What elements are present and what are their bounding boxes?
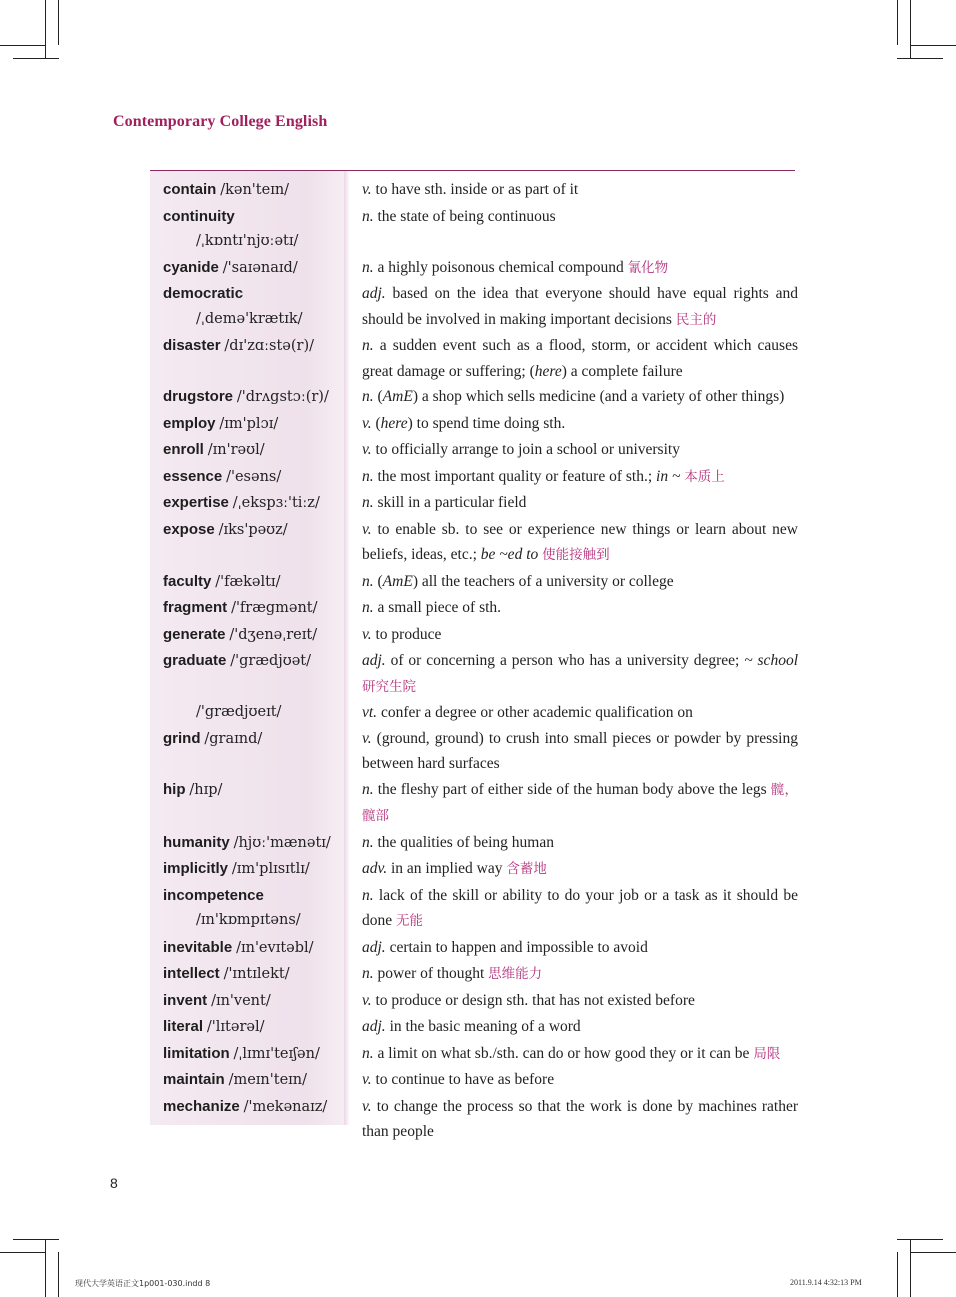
entry-definition (362, 595, 798, 621)
entry-definition (362, 569, 798, 595)
definition-text: to have sth. inside or as part of it (371, 181, 579, 198)
entry-headword-cell (163, 777, 362, 804)
pronunciation: /'grædjʊeɪt/ (196, 704, 282, 720)
part-of-speech: v. (362, 991, 372, 1009)
entry-headword-cell (163, 333, 362, 360)
definition-text: based on the idea that everyone should have equal rights and should be involved in making important decisions (362, 285, 798, 328)
definition-text: power of thought (373, 965, 489, 982)
entry-definition (362, 490, 798, 516)
definition-text: confer a degree or other academic qualification on (377, 704, 693, 721)
glossary-entry (163, 726, 803, 777)
print-slug-timestamp: 2011.9.14 4:32:13 PM (790, 1278, 862, 1287)
headword: contain (163, 181, 217, 198)
crop-mark (897, 1252, 898, 1297)
entry-definition (362, 648, 798, 700)
headword: intellect (163, 965, 220, 982)
glossary-entry (163, 517, 803, 569)
headword: employ (163, 414, 216, 432)
definition-text-continued: ) a complete failure (561, 362, 683, 380)
entry-headword-cell (163, 935, 362, 962)
entry-headword-cell (163, 177, 362, 204)
definition-text: certain to happen and impossible to avoid (385, 938, 648, 956)
crop-mark (13, 58, 59, 59)
headword: essence (163, 467, 223, 485)
pronunciation: /'drʌgstɔː(r)/ (236, 389, 329, 405)
part-of-speech: n. (362, 388, 374, 405)
crop-mark (910, 1252, 956, 1253)
glossary-entry (163, 595, 803, 622)
part-of-speech: v. (362, 1097, 372, 1115)
entry-headword-cell (163, 204, 362, 255)
part-of-speech: n. (362, 1044, 374, 1062)
entry-headword-cell (163, 1067, 362, 1094)
headword: expertise (163, 494, 229, 511)
entry-definition (362, 1094, 798, 1145)
glossary-entry (163, 437, 803, 464)
chinese-gloss: 髋，髋部 (362, 781, 799, 824)
glossary-list (163, 177, 803, 1145)
entry-headword-cell (163, 856, 362, 883)
pronunciation: /ɪn'vent/ (211, 992, 271, 1009)
pronunciation: /'esəns/ (226, 468, 282, 485)
chinese-gloss: 研究生院 (362, 678, 416, 695)
definition-text: to produce or design sth. that has not existed before (371, 991, 695, 1009)
entry-headword-cell (163, 595, 362, 622)
glossary-entry (163, 1041, 803, 1068)
definition-text: skill in a particular field (373, 494, 527, 511)
part-of-speech: n. (362, 965, 374, 982)
definition-text: to officially arrange to join a school or university (371, 441, 680, 458)
entry-definition (362, 333, 798, 384)
pronunciation: /'frægmənt/ (231, 600, 318, 616)
pronunciation: /ɪm'plɪsɪtlɪ/ (231, 861, 310, 877)
entry-definition (362, 464, 798, 491)
crop-mark (0, 1252, 46, 1253)
glossary-entry (163, 1014, 803, 1041)
headword: inevitable (163, 938, 233, 956)
pronunciation: /'grædjʊət/ (230, 653, 312, 669)
entry-definition (362, 700, 798, 726)
glossary-entry (163, 204, 803, 255)
headword: expose (163, 520, 215, 538)
entry-headword-cell (163, 255, 362, 282)
definition-text: the most important quality or feature of sth.; (373, 467, 657, 485)
definition-text: to produce (371, 625, 442, 643)
pronunciation: /ɪn'rəʊl/ (207, 442, 265, 458)
definition-text: ( (373, 388, 383, 405)
pronunciation: /'lɪtərəl/ (206, 1019, 265, 1035)
chinese-gloss: 局限 (753, 1045, 781, 1062)
part-of-speech: v. (362, 1071, 372, 1088)
entry-definition (362, 255, 798, 282)
glossary-entry (163, 569, 803, 596)
part-of-speech: adj. (362, 1018, 386, 1035)
glossary-entry (163, 700, 803, 726)
entry-headword-cell (163, 961, 362, 988)
pronunciation: /meɪn'teɪn/ (228, 1072, 308, 1088)
entry-definition (362, 988, 798, 1014)
glossary-entry (163, 281, 803, 333)
entry-definition (362, 411, 798, 437)
definition-italic: AmE (382, 388, 413, 405)
headword: grind (163, 729, 201, 747)
entry-headword-cell (163, 622, 362, 649)
chinese-gloss: 氰化物 (627, 259, 669, 276)
headword: humanity (163, 833, 230, 851)
pronunciation: /ˌekspɜː'tiːz/ (232, 495, 320, 511)
definition-italic: in ~ (656, 467, 681, 485)
part-of-speech: vt. (362, 704, 378, 721)
definition-text: the state of being continuous (373, 207, 556, 225)
entry-definition (362, 204, 798, 230)
chinese-gloss: 含蓄地 (506, 861, 547, 877)
part-of-speech: v. (362, 181, 372, 198)
part-of-speech: n. (362, 207, 374, 225)
crop-mark (45, 0, 46, 58)
part-of-speech: v. (362, 441, 372, 458)
crop-mark (910, 1239, 911, 1297)
entry-headword-cell (163, 726, 362, 753)
glossary-entry (163, 333, 803, 384)
definition-italic: here (534, 362, 562, 380)
entry-definition (362, 777, 798, 830)
crop-mark (0, 45, 46, 46)
definition-text: to enable sb. to see or experience new things or learn about new beliefs, ideas, etc.; (362, 520, 798, 563)
entry-definition (362, 384, 798, 410)
definition-text: a highly poisonous chemical compound (373, 258, 628, 276)
crop-mark (897, 58, 943, 59)
entry-definition (362, 1067, 798, 1093)
headword: limitation (163, 1044, 230, 1062)
pronunciation: /hɪp/ (189, 781, 223, 798)
chinese-gloss: 民主的 (675, 311, 717, 328)
part-of-speech: n. (362, 886, 374, 904)
part-of-speech: adj. (362, 938, 386, 956)
entry-definition (362, 622, 798, 648)
glossary-entry (163, 988, 803, 1015)
pronunciation: /'saɪənaɪd/ (222, 259, 298, 276)
part-of-speech: n. (362, 572, 374, 590)
definition-text: of or concerning a person who has a university degree; (385, 652, 745, 669)
entry-headword-cell (163, 1014, 362, 1041)
glossary-entry (163, 935, 803, 962)
headword: mechanize (163, 1097, 240, 1115)
entry-definition (362, 726, 798, 777)
entry-definition (362, 883, 798, 935)
glossary-entry (163, 830, 803, 857)
chinese-gloss: 思维能力 (488, 966, 543, 982)
crop-mark (45, 1239, 46, 1297)
headword: invent (163, 991, 208, 1009)
headword: continuity (163, 207, 235, 225)
definition-text: a sudden event such as a flood, storm, or accident which causes great damage or suffering; ( (362, 337, 798, 380)
definition-text: ( (371, 414, 381, 432)
entry-headword-cell (163, 490, 362, 517)
pronunciation: /ɪks'pəʊz/ (218, 521, 288, 538)
headword: hip (163, 780, 186, 798)
definition-text: to change the process so that the work is done by machines rather than people (362, 1097, 798, 1140)
entry-headword-cell (163, 517, 362, 544)
entry-headword-cell (163, 281, 362, 332)
entry-definition (362, 177, 798, 203)
glossary-entry (163, 1067, 803, 1094)
headword: enroll (163, 441, 204, 458)
entry-headword-cell (163, 883, 362, 934)
chinese-gloss: 使能接触到 (542, 547, 610, 563)
headword: faculty (163, 572, 212, 590)
definition-text: the fleshy part of either side of the human body above the legs (373, 780, 771, 798)
definition-text: the qualities of being human (373, 833, 554, 851)
pronunciation: /'ɪntɪlekt/ (223, 966, 290, 982)
headword: incompetence (163, 886, 264, 904)
pronunciation: /ɪm'plɔɪ/ (219, 415, 279, 432)
glossary-entry (163, 464, 803, 491)
crop-mark (58, 1252, 59, 1297)
definition-text-continued: ) all the teachers of a university or college (412, 572, 674, 590)
pronunciation: /hjʊː'mænətɪ/ (233, 834, 331, 851)
entry-headword-cell (163, 437, 362, 464)
glossary-entry (163, 648, 803, 700)
entry-definition (362, 1014, 798, 1040)
entry-definition (362, 856, 798, 883)
crop-mark (910, 45, 956, 46)
definition-italic: AmE (382, 572, 413, 590)
definition-text: in an implied way (387, 860, 507, 877)
part-of-speech: n. (362, 780, 374, 798)
part-of-speech: adj. (362, 285, 386, 302)
pronunciation: /'dʒenəˌreɪt/ (229, 626, 318, 643)
print-slug-file: 现代大学英语正文1p001-030.indd 8 (75, 1279, 211, 1288)
definition-text: a limit on what sb./sth. can do or how good they or it can be (373, 1044, 754, 1062)
entry-headword-cell (163, 1094, 362, 1121)
definition-text: in the basic meaning of a word (385, 1018, 581, 1035)
headword: maintain (163, 1071, 225, 1088)
headword: drugstore (163, 388, 234, 405)
crop-mark (58, 0, 59, 45)
pronunciation: /kən'teɪn/ (220, 182, 290, 198)
pronunciation: /ɪn'kɒmpɪtəns/ (196, 912, 301, 928)
part-of-speech: v. (362, 414, 372, 432)
glossary-entry (163, 961, 803, 988)
headword: disaster (163, 337, 221, 354)
entry-headword-cell (163, 384, 362, 411)
part-of-speech: v. (362, 520, 372, 538)
part-of-speech: adv. (362, 860, 388, 877)
glossary-entry (163, 856, 803, 883)
definition-text: (ground, ground) to crush into small pieces or powder by pressing between hard surfaces (362, 729, 798, 772)
page-number: 8 (110, 1175, 118, 1191)
part-of-speech: n. (362, 258, 374, 276)
entry-definition (362, 517, 798, 569)
part-of-speech: n. (362, 494, 374, 511)
glossary-entry (163, 384, 803, 411)
headword: generate (163, 625, 226, 643)
entry-headword-cell (163, 830, 362, 857)
glossary-entry (163, 255, 803, 282)
glossary-entry (163, 1094, 803, 1145)
crop-mark (13, 1239, 59, 1240)
glossary-entry (163, 490, 803, 517)
entry-headword-cell (163, 648, 362, 675)
definition-italic: be ~ed to (480, 546, 539, 563)
part-of-speech: n. (362, 467, 374, 485)
pronunciation: /ˌlɪmɪ'teɪʃən/ (233, 1045, 320, 1062)
entry-definition (362, 281, 798, 333)
part-of-speech: adj. (362, 652, 386, 669)
headword: literal (163, 1018, 204, 1035)
headword: graduate (163, 652, 227, 669)
part-of-speech: v. (362, 625, 372, 643)
entry-headword-cell (163, 1041, 362, 1068)
entry-definition (362, 935, 798, 961)
running-header: Contemporary College English (113, 113, 328, 130)
entry-definition (362, 961, 798, 988)
crop-mark (910, 0, 911, 58)
entry-headword-cell (163, 569, 362, 596)
part-of-speech: n. (362, 599, 374, 616)
pronunciation: /'fækəltɪ/ (215, 573, 281, 590)
crop-mark (897, 1239, 943, 1240)
glossary-entry (163, 777, 803, 830)
definition-italic: here (380, 414, 408, 432)
glossary-entry (163, 622, 803, 649)
glossary-entry (163, 411, 803, 438)
definition-text-continued: ) a shop which sells medicine (and a variety of other things) (412, 388, 785, 405)
headword: democratic (163, 285, 244, 302)
entry-headword-cell (163, 988, 362, 1015)
part-of-speech: n. (362, 833, 374, 851)
pronunciation: /ˌdemə'krætɪk/ (196, 310, 303, 327)
crop-mark (897, 0, 898, 45)
definition-text: ( (373, 572, 383, 590)
chinese-gloss: 本质上 (684, 468, 725, 485)
definition-text: to continue to have as before (371, 1071, 555, 1088)
pronunciation: /'mekənaɪz/ (243, 1098, 328, 1115)
pronunciation: /ɪn'evɪtəbl/ (236, 939, 314, 956)
glossary-entry (163, 177, 803, 204)
entry-definition (362, 1041, 798, 1068)
headword: implicitly (163, 860, 229, 877)
glossary-entry (163, 883, 803, 935)
entry-definition (362, 830, 798, 856)
entry-headword-cell (163, 411, 362, 438)
part-of-speech: v. (362, 729, 372, 747)
pronunciation: /ˌkɒntɪ'njʊːətɪ/ (196, 233, 299, 249)
entry-definition (362, 437, 798, 463)
definition-text: lack of the skill or ability to do your job or a task as it should be done (362, 886, 798, 929)
pronunciation: /graɪnd/ (204, 730, 263, 747)
entry-headword-cell (163, 700, 362, 726)
definition-text-continued: ) to spend time doing sth. (407, 414, 566, 432)
definition-italic: ~ school (744, 652, 798, 669)
part-of-speech: n. (362, 337, 374, 354)
pronunciation: /dɪ'zɑːstə(r)/ (224, 338, 314, 354)
chinese-gloss: 无能 (396, 913, 424, 929)
definition-text: a small piece of sth. (373, 599, 502, 616)
entry-headword-cell (163, 464, 362, 491)
headword: cyanide (163, 258, 219, 276)
headword: fragment (163, 599, 228, 616)
